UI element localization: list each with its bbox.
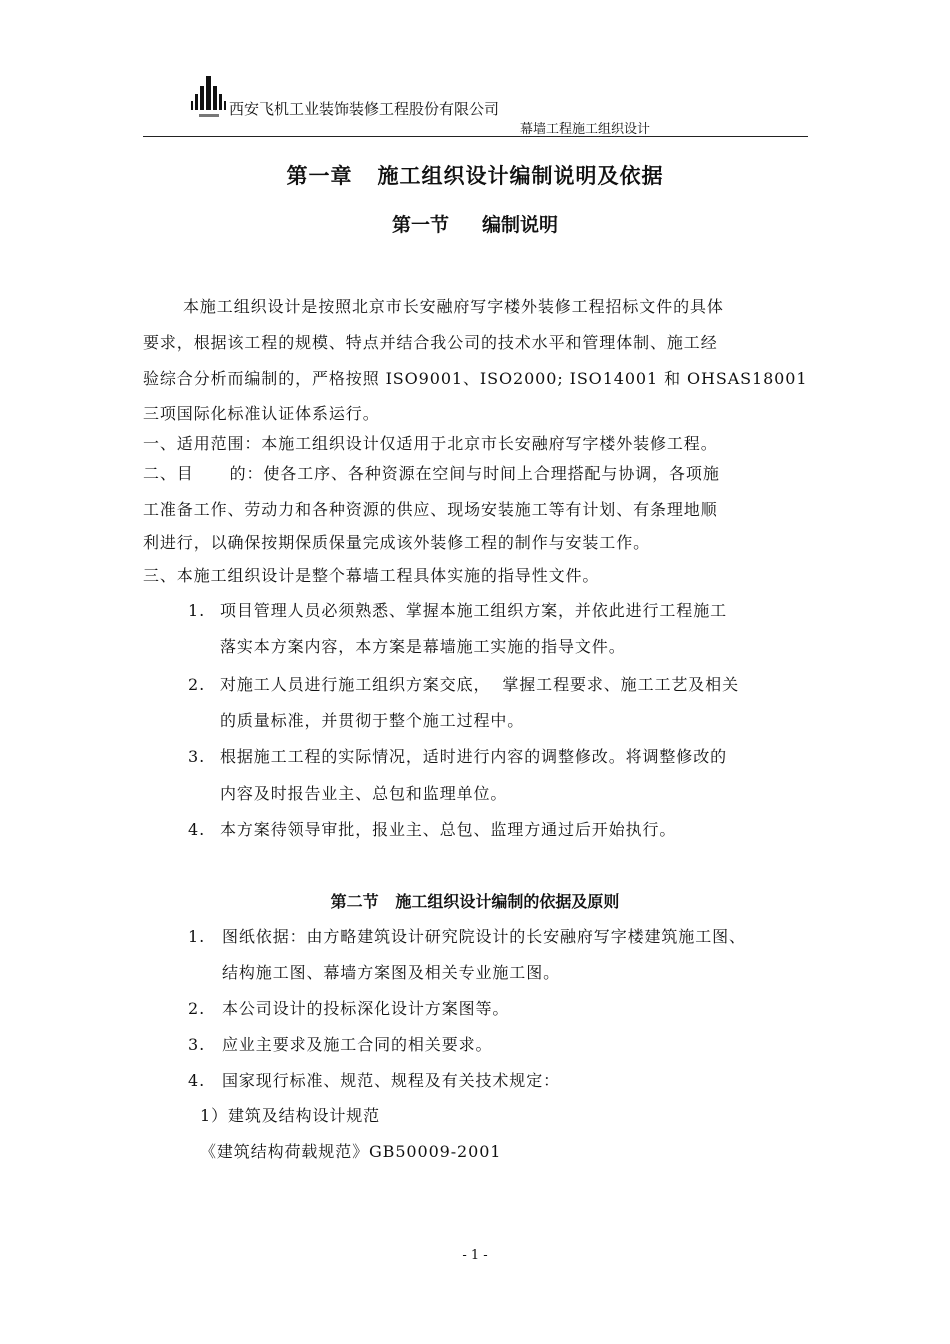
list-number: 1. <box>188 927 206 946</box>
header-divider <box>143 136 808 137</box>
intro-line: 要求，根据该工程的规模、特点并结合我公司的技术水平和管理体制、施工经 <box>143 333 718 352</box>
list-item-text: 项目管理人员必须熟悉、掌握本施工组织方案，并依此进行工程施工 <box>220 601 728 620</box>
purpose-line: 二、目 的：使各工序、各种资源在空间与时间上合理搭配与协调，各项施 <box>143 464 720 483</box>
section-title: 第一节 编制说明 <box>391 214 559 236</box>
list-item-text: 根据施工工程的实际情况，适时进行内容的调整修改。将调整修改的 <box>220 747 728 766</box>
list-item-text: 的质量标准，并贯彻于整个施工过程中。 <box>220 711 525 730</box>
document-title: 幕墙工程施工组织设计 <box>520 122 651 137</box>
standard-reference: 《建筑结构荷载规范》GB50009-2001 <box>200 1142 502 1161</box>
section-title: 第二节 施工组织设计编制的依据及原则 <box>330 892 620 911</box>
list-item-text: 国家现行标准、规范、规程及有关技术规定： <box>222 1071 561 1090</box>
list-item-text: 落实本方案内容，本方案是幕墙施工实施的指导文件。 <box>220 637 626 656</box>
company-name: 西安飞机工业装饰装修工程股份有限公司 <box>229 100 500 118</box>
list-number: 4. <box>188 1071 206 1090</box>
list-number: 4. <box>188 820 206 839</box>
page-number: - 1 - <box>462 1248 488 1263</box>
list-item-text: 图纸依据：由方略建筑设计研究院设计的长安融府写字楼建筑施工图、 <box>222 927 746 946</box>
purpose-line: 利进行，以确保按期保质保量完成该外装修工程的制作与安装工作。 <box>143 533 651 552</box>
list-number: 2. <box>188 999 206 1018</box>
scope-line: 一、适用范围：本施工组织设计仅适用于北京市长安融府写字楼外装修工程。 <box>143 434 718 453</box>
intro-line: 验综合分析而编制的，严格按照 ISO9001、ISO2000; ISO14001 和 OHSAS18001 <box>143 369 808 388</box>
guide-line: 三、本施工组织设计是整个幕墙工程具体实施的指导性文件。 <box>143 566 600 585</box>
list-number: 3. <box>188 1035 206 1054</box>
intro-line: 本施工组织设计是按照北京市长安融府写字楼外装修工程招标文件的具体 <box>183 297 724 316</box>
purpose-line: 工准备工作、劳动力和各种资源的供应、现场安装施工等有计划、有条理地顺 <box>143 500 718 519</box>
list-item-text: 本方案待领导审批，报业主、总包、监理方通过后开始执行。 <box>220 820 677 839</box>
list-item-text: 对施工人员进行施工组织方案交底， 掌握工程要求、施工工艺及相关 <box>220 675 739 694</box>
list-number: 3. <box>188 747 206 766</box>
list-item-text: 应业主要求及施工合同的相关要求。 <box>222 1035 493 1054</box>
chapter-title: 第一章 施工组织设计编制说明及依据 <box>286 163 664 188</box>
company-logo <box>189 74 229 120</box>
intro-line: 三项国际化标准认证体系运行。 <box>143 404 380 423</box>
list-item-text: 结构施工图、幕墙方案图及相关专业施工图。 <box>222 963 561 982</box>
list-item-text: 本公司设计的投标深化设计方案图等。 <box>222 999 510 1018</box>
list-number: 2. <box>188 675 206 694</box>
list-number: 1. <box>188 601 206 620</box>
list-item-text: 内容及时报告业主、总包和监理单位。 <box>220 784 508 803</box>
sub-heading: 1）建筑及结构设计规范 <box>200 1106 381 1125</box>
